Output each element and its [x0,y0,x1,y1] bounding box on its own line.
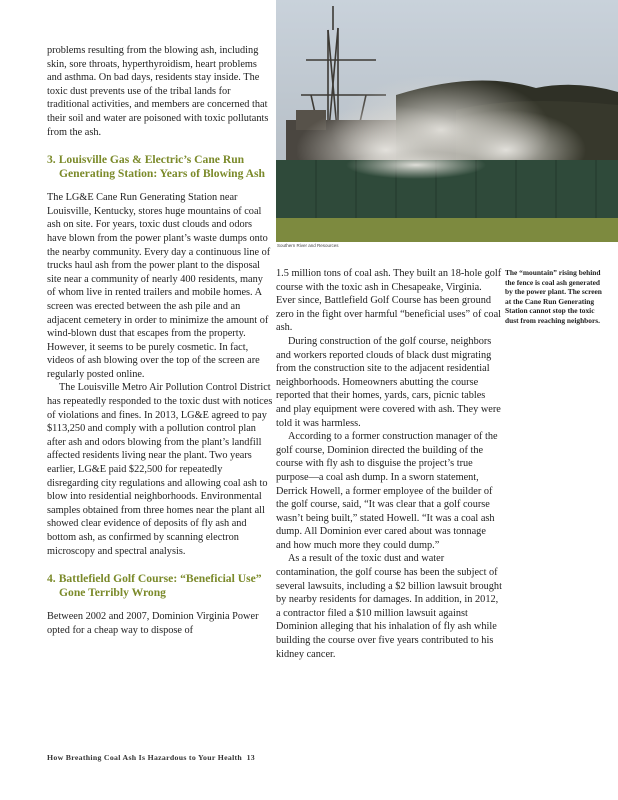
section-4-heading [47,572,273,600]
middle-text-column [276,267,502,661]
page-number: 13 [246,753,255,762]
section-4-number: 4. [47,572,56,586]
photo-credit: Southern River and Resources [277,243,339,248]
body-paragraph: According to a former construction manager of the golf course, Dominion directed the building of the course with fly ash to disguise the project’s true purpose—a coal ash dump. In a sworn statement, Derrick Howell, a former employee of the builder of the golf course, said, “It was clear that a golf course wasn’t being built,” stated Howell. “It was a coal ash dump. All Dominion ever cared about was tonnage and how much more they could dump.” [276,431,498,551]
power-plant-photo [276,0,618,242]
body-paragraph: As a result of the toxic dust and water contamination, the golf course has been the subject of several lawsuits, including a $2 billion lawsuit brought by nearby residents for damages. In addition, in 2012, a contractor filed a $10 million lawsuit against Dominion alleging that his inhalation of fly ash while building the course over five years contributed to his kidney cancer. [276,553,502,660]
power-plant-illustration [276,0,618,242]
footer-title: How Breathing Coal Ash Is Hazardous to Your Health [47,753,243,762]
body-paragraph: 1.5 million tons of coal ash. They built an 18-hole golf course with the toxic ash in Chesapeake, Virginia. Ever since, Battlefield Golf Course has been ground zero in the fight over harmful “beneficial uses” of coal ash. [276,268,502,334]
section-3-title: Louisville Gas & Electric’s Cane Run Generating Station: Years of Blowing Ash [58,153,266,181]
left-text-column [47,44,273,637]
body-paragraph: During construction of the golf course, neighbors and workers reported clouds of black dust migrating from the construction site to the adjacent residential neighborhoods. Homeowners abutting the course reported that their homes, yards, cars, picnic tables and play equipment were covered with ash. They were told it was harmless. [276,335,501,429]
section-3-paragraph: The LG&E Cane Run Generating Station near Louisville, Kentucky, stores huge mountains of coal ash on site. For years, toxic dust clouds and odors have blown from the power plant’s waste dumps onto the nearby community. Every day a continuous line of trucks haul ash from the power plant to the disposal site near a community of nearly 400 residents, many of whom live in rented trailers and mobile homes. A screen was erected between the ash pile and an adjacent cemetery in order to minimize the amount of wind-blown dust that escapes from the property. However, it seems to be purely cosmetic. In fact, videos of ash blowing over the top of the screen are regularly posted online. [47,192,271,380]
section-3-paragraph: The Louisville Metro Air Pollution Control District has repeatedly responded to the toxic dust with notices of violations and fines. In 2013, LG&E agreed to pay $113,250 and comply with a pollution control plan after ash and odors blowing from the plant’s landfill affected residents living near the plant. Two years earlier, LG&E paid $22,500 for repeatedly disregarding city regulations and allowing coal ash to blow into residential neighborhoods. Environmental samples obtained from three homes near the plant all showed clear evidence of deposits of fly ash and bottom ash, as confirmed by scanning electron microscopy and spectral analysis. [47,382,273,557]
photo-caption: The “mountain” rising behind the fence is coal ash generated by the power plant. The screen at the Cane Run Generating Station cannot stop the toxic dust from reaching neighbors. [505,268,602,325]
page-footer [47,753,255,762]
section-4-paragraph: Between 2002 and 2007, Dominion Virginia Power opted for a cheap way to dispose of [47,611,259,636]
intro-paragraph: problems resulting from the blowing ash, including skin, sore throats, hyperthyroidism, heart problems and asthma. On bad days, residents stay inside. The toxic dust prevents use of the tribal lands for traditional activities, and members are concerned that their soil and water are poisoned with toxic pollutants from the ash. [47,45,269,138]
section-3-heading [47,153,273,181]
section-3-number: 3. [47,153,56,167]
section-4-title: Battlefield Golf Course: “Beneficial Use” Gone Terribly Wrong [58,572,262,600]
